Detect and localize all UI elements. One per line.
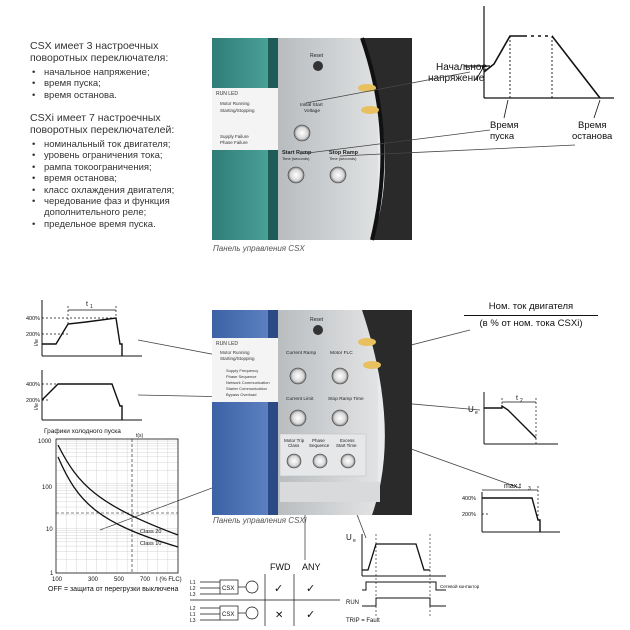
- csxi-run-led-label: RUN LED: [216, 341, 238, 347]
- current-curve: [42, 318, 122, 356]
- y-tick: 10: [46, 527, 53, 533]
- caption-csxi-panel: Панель управления CSXi: [213, 516, 307, 525]
- led-icon: [358, 338, 376, 346]
- t2-label: t: [516, 395, 518, 402]
- csx-err2: Phase Failure: [220, 140, 248, 145]
- csxi-err3: Network Communication: [226, 380, 270, 385]
- ue-label: U: [468, 405, 474, 414]
- run-label: RUN: [346, 600, 359, 606]
- x-tick: 100: [52, 577, 63, 583]
- stop-time-label-l1: Время: [578, 120, 607, 131]
- initial-voltage-knob: [294, 125, 310, 141]
- csx-err1: Supply Failure: [220, 134, 249, 139]
- list-item: • уровень ограничения тока;: [30, 150, 215, 161]
- current-limit-chart: [28, 296, 146, 360]
- csx-run-text1: Motor Running: [220, 101, 250, 106]
- x-tick: 300: [88, 577, 99, 583]
- csx-run-text2: Starting/Stopping: [220, 108, 255, 113]
- max-t3-sub: 3: [528, 486, 531, 492]
- current-ramp-chart: [28, 366, 146, 424]
- list-item: • время останова.: [30, 90, 210, 101]
- excess-start-knob: [341, 454, 355, 468]
- contactor-signal: [362, 582, 446, 590]
- csx-device-label: CSX: [222, 612, 235, 618]
- csx-start-sub: Time (seconds): [282, 156, 310, 161]
- tick-200: 200%: [26, 332, 41, 338]
- motor-current-label: [456, 302, 606, 329]
- x-label: I (% FLC): [156, 577, 182, 583]
- stop-ramp-knob: [330, 167, 346, 183]
- ue-sub: e: [353, 538, 356, 544]
- y-tick: 100: [42, 485, 53, 491]
- tick-200: 200%: [462, 512, 477, 518]
- csx-description: [30, 40, 210, 101]
- csxi-heading-line1: CSXi имеет 7 настроечных: [30, 112, 161, 124]
- csxi-trip-class: Class: [288, 443, 300, 448]
- list-item-continuation: дополнительного реле;: [44, 207, 147, 219]
- phase-l1: L2: [190, 606, 196, 612]
- phase-sequence-table: [190, 560, 342, 628]
- list-item: • номинальный ток двигателя;: [30, 139, 215, 150]
- csxi-start-time: Start Time: [336, 443, 357, 448]
- list-item: • время пуска;: [30, 78, 210, 89]
- tick-400: 400%: [462, 496, 477, 502]
- list-item: • начальное напряжение;: [30, 67, 210, 78]
- stop-ramp-knob: [332, 410, 348, 426]
- phase-l3: L3: [190, 592, 196, 598]
- max-start-curve: [482, 498, 540, 532]
- csx-reset-button: [313, 61, 323, 71]
- stop-ramp-curve: [484, 406, 536, 438]
- csxi-err4: Starter Communication: [226, 386, 267, 391]
- motor-icon: [246, 607, 258, 619]
- led-icon: [363, 361, 381, 369]
- csxi-motor-trip: Motor Trip: [284, 438, 305, 443]
- run-signal: [362, 598, 446, 606]
- csxi-description: [30, 112, 215, 230]
- csxi-err1: Supply Frequency: [226, 368, 259, 373]
- tick-200: 200%: [26, 398, 41, 404]
- phase-l2: L2: [190, 586, 196, 592]
- phase-l1: L1: [190, 580, 196, 586]
- list-item: • время останова;: [30, 173, 215, 184]
- csxi-phase: Phase: [312, 438, 325, 443]
- csx-voltage: Voltage: [304, 109, 321, 114]
- stop-time-label-l2: останова: [572, 131, 613, 142]
- motor-current-line1: Ном. ток двигателя: [488, 301, 574, 312]
- current-ramp-curve: [42, 384, 122, 420]
- t2-sub: 2: [520, 398, 523, 404]
- csxi-current-limit: Current Limit: [286, 397, 314, 402]
- motor-flc-knob: [332, 368, 348, 384]
- motor-icon: [246, 581, 258, 593]
- tick-400: 400%: [26, 382, 41, 388]
- csxi-list: [30, 139, 215, 230]
- start-time-label-l2: пуска: [490, 131, 515, 142]
- csxi-stop-ramp: Stop Ramp Time: [328, 397, 364, 402]
- csxi-reset-label: Reset: [310, 317, 324, 323]
- initial-voltage-label-l2: напряжение: [428, 73, 485, 84]
- x-tick: 700: [140, 577, 151, 583]
- csx-list: [30, 67, 210, 101]
- csx-stop-ramp: Stop Ramp: [329, 150, 359, 156]
- led-icon: [361, 106, 379, 114]
- csxi-err5: Bypass Overload: [226, 392, 257, 397]
- check-icon: ✓: [274, 583, 284, 595]
- csxi-excess: Excess: [340, 438, 355, 443]
- col-fwd: FWD: [270, 562, 291, 572]
- phase-sequence-knob: [313, 454, 327, 468]
- current-limit-knob: [290, 410, 306, 426]
- motor-current-line2: (в % от ном. тока CSXi): [464, 315, 598, 329]
- check-icon: ✓: [306, 583, 316, 595]
- t1-sub: 1: [90, 304, 93, 310]
- csxi-err2: Phase Sequence: [226, 374, 257, 379]
- phase-l3: L3: [190, 618, 196, 624]
- current-ramp-knob: [290, 368, 306, 384]
- tick-400: 400%: [26, 316, 41, 322]
- motor-trip-knob: [287, 454, 301, 468]
- check-icon: ✓: [306, 609, 316, 621]
- max-t3-label: max t: [504, 483, 522, 490]
- y-tick: 1: [50, 571, 54, 577]
- csx-run-led-label: RUN LED: [216, 91, 238, 97]
- y-unit: t(s): [136, 433, 144, 439]
- initial-voltage-label-l1: Начальное: [436, 62, 488, 73]
- cold-start-curves-chart: [28, 425, 198, 595]
- voltage-profile-chart: [404, 0, 630, 160]
- class10-label: Class 10: [140, 541, 162, 547]
- ue-curve: [362, 544, 430, 570]
- led-icon: [358, 84, 376, 92]
- start-time-label-l1: Время: [490, 120, 519, 131]
- trip-label: TRIP = Fault: [346, 618, 380, 624]
- cross-icon: ✕: [275, 610, 284, 621]
- y-tick: 1000: [38, 439, 52, 445]
- contactor-label: Сетевой контактор: [440, 584, 480, 589]
- csxi-current-ramp: Current Ramp: [286, 351, 317, 356]
- chart-title: Графики холодного пуска: [44, 428, 121, 435]
- csxi-motor-flc: Motor FLC: [330, 351, 353, 356]
- ue-label: U: [346, 533, 352, 542]
- overload-off-note: OFF = защита от перегрузки выключена: [48, 586, 179, 593]
- csxi-heading-line2: поворотных переключателей:: [30, 124, 175, 136]
- csx-start-ramp: Start Ramp: [282, 150, 312, 156]
- t1-label: t: [86, 301, 88, 308]
- csx-reset-label: Reset: [310, 53, 324, 59]
- col-any: ANY: [302, 562, 321, 572]
- csxi-reset-button: [313, 325, 323, 335]
- csx-stop-sub: Time (seconds): [329, 156, 357, 161]
- axis-label: I/Ie: [34, 339, 40, 346]
- caption-csx-panel: Панель управления CSX: [213, 244, 305, 253]
- csx-panel-photo: [212, 38, 412, 240]
- csxi-panel-photo: [212, 310, 412, 515]
- csx-initial-start: Initial Start: [300, 103, 323, 108]
- csxi-run-text2: Starting/Stopping: [220, 356, 255, 361]
- list-item: • класс охлаждения двигателя;: [30, 185, 215, 196]
- axis-label: I/Ie: [34, 403, 40, 410]
- relay-timing-chart: [346, 530, 478, 630]
- class20-label: Class 20: [140, 529, 162, 535]
- x-tick: 500: [114, 577, 125, 583]
- csx-heading-line1: CSX имеет 3 настроечных: [30, 40, 159, 52]
- stop-ramp-chart: [462, 388, 562, 450]
- list-item: • рампа токоограничения;: [30, 162, 215, 173]
- list-item: • предельное время пуска.: [30, 219, 215, 230]
- max-start-time-chart: [462, 480, 562, 536]
- csx-device-label: CSX: [222, 586, 235, 592]
- csx-heading-line2: поворотных переключателя:: [30, 52, 169, 64]
- csxi-sequence: Sequence: [309, 443, 330, 448]
- voltage-curve: [484, 36, 600, 98]
- ue-sub: e: [475, 410, 478, 416]
- phase-l2: L1: [190, 612, 196, 618]
- start-ramp-knob: [288, 167, 304, 183]
- csxi-run-text1: Motor Running: [220, 350, 250, 355]
- list-item: • чередование фаз и функция: [30, 196, 215, 207]
